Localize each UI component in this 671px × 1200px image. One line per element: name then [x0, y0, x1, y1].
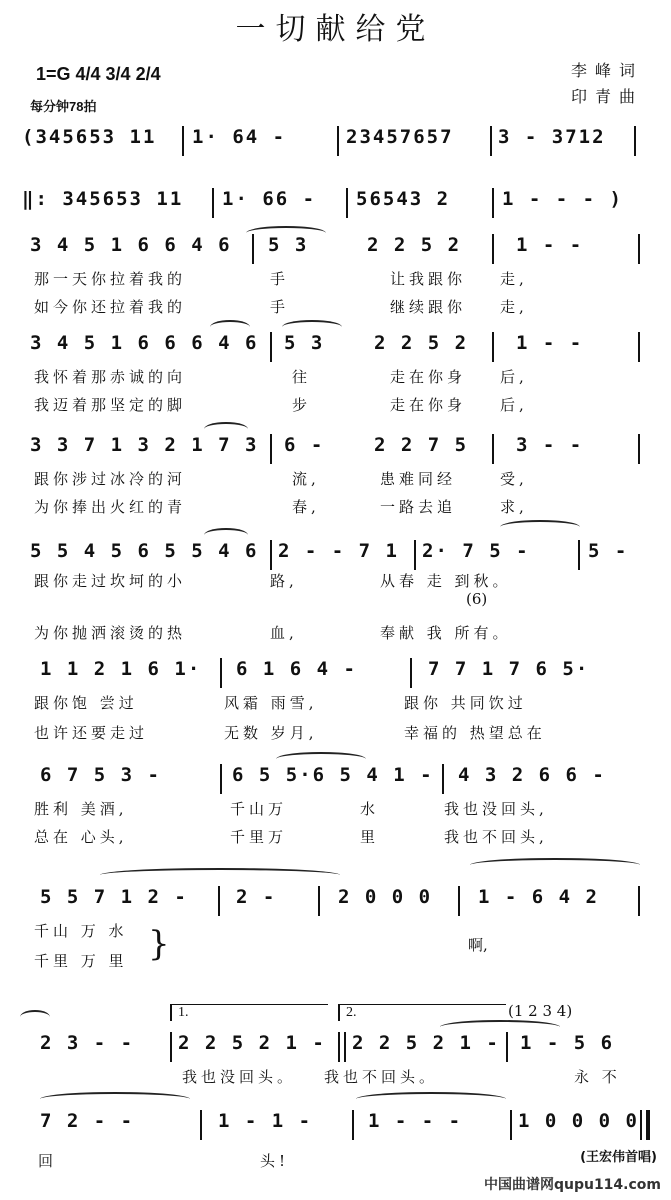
lyric-text: 为你捧出火红的青 [34, 498, 187, 516]
measure: 3 - 3712 [498, 126, 606, 148]
measure: 1 - - [516, 332, 584, 354]
lyric-text: 跟你涉过冰冷的河 [34, 470, 187, 488]
site-watermark: 中国曲谱网qupu114.com [483, 1177, 661, 1193]
measure: 6 - [284, 434, 325, 456]
lyric-line [34, 570, 654, 592]
lyric-text: 胜利 美酒, [34, 800, 128, 818]
key-signature: 1=G 4/4 3/4 2/4 [36, 64, 161, 84]
bar-line [506, 1032, 508, 1062]
lyric-text: 我迈着那坚定的脚 [34, 396, 187, 414]
bar-line [638, 886, 640, 916]
lyricist-credit: 李峰词 [570, 61, 643, 80]
bar-line [442, 764, 444, 794]
pickup-notes: (1 2 3 4) [508, 1002, 573, 1020]
bar-line [638, 234, 640, 264]
bar-line [634, 126, 636, 156]
lyric-text: 血, [270, 624, 298, 642]
measure: 1· 64 - [192, 126, 287, 148]
lyric-line [34, 692, 654, 714]
measure: 3 4 5 1 6 6 4 6 [30, 234, 232, 256]
lyric-text: 跟你饱 尝过 [34, 694, 138, 712]
bar-line [270, 540, 272, 570]
measure: 7 2 - - [40, 1110, 135, 1132]
lyric-text: 走在你身 [390, 368, 467, 386]
lyric-line [34, 920, 654, 942]
measure: 6 1 6 4 - [236, 658, 357, 680]
lyric-text: 无数 岁月, [224, 724, 318, 742]
measure: 3 3 7 1 3 2 1 7 3 [30, 434, 259, 456]
lyric-text: 幸福的 热望总在 [404, 724, 546, 742]
measure: 2· 7 5 - [422, 540, 530, 562]
measure: 5 5 4 5 6 5 5 4 6 [30, 540, 259, 562]
bar-line [252, 234, 254, 264]
score-row-final [22, 1108, 652, 1146]
lyric-line [34, 468, 654, 490]
lyric-text: 头! [260, 1152, 290, 1170]
measure: 2 2 5 2 [374, 332, 469, 354]
score-row-intro-2 [22, 186, 652, 224]
bar-line [458, 886, 460, 916]
bar-line [218, 886, 220, 916]
measure: 6 7 5 3 - [40, 764, 161, 786]
lyric-text: 往 [292, 368, 312, 386]
measure: 1 - - [516, 234, 584, 256]
score-row-verse-1 [22, 232, 652, 270]
measure: 4 3 2 6 6 - [458, 764, 606, 786]
lyric-text: 如今你还拉着我的 [34, 298, 187, 316]
lyric-line [34, 1150, 654, 1172]
lyric-line [34, 394, 654, 416]
lyric-text: 水 [360, 800, 380, 818]
measure: 2 3 - - [40, 1032, 135, 1054]
tempo-marking: 每分钟78拍 [30, 99, 97, 114]
lyric-text: 患难同经 [380, 470, 457, 488]
score-row-intro-1 [22, 124, 652, 162]
measure: 2 2 5 2 [367, 234, 462, 256]
measure: 6 5 5·6 5 4 1 - [232, 764, 434, 786]
measure: 5 5 7 1 2 - [40, 886, 188, 908]
lyric-text: 那一天你拉着我的 [34, 270, 187, 288]
lyric-text: 也许还要走过 [34, 724, 149, 742]
measure: 1 - - - [368, 1110, 463, 1132]
slur [356, 1092, 506, 1106]
second-ending-bracket: 2. [338, 1004, 506, 1021]
measure: 1 1 2 1 6 1· [40, 658, 202, 680]
brace-symbol: } [148, 924, 170, 964]
measure: 1 0 0 0 0 [518, 1110, 639, 1132]
slur [20, 1010, 50, 1024]
lyric-text: 我怀着那赤诚的向 [34, 368, 187, 386]
lyric-text: 走在你身 [390, 396, 467, 414]
measure: 56543 2 [356, 188, 451, 210]
lyric-text: 受, [500, 470, 528, 488]
lyric-text: 走, [500, 270, 528, 288]
measure: 2 2 7 5 [374, 434, 469, 456]
lyric-line [34, 622, 654, 644]
measure: 1 - 5 6 [520, 1032, 615, 1054]
slur [470, 858, 640, 872]
lyric-text: 让我跟你 [390, 270, 467, 288]
bar-line [492, 434, 494, 464]
bar-line [578, 540, 580, 570]
repeat-end-bar [338, 1032, 340, 1062]
slur [500, 520, 580, 534]
final-bar-thick [646, 1110, 650, 1140]
score-row-verse-3 [22, 432, 652, 470]
slur [100, 868, 340, 882]
lyric-line [34, 366, 654, 388]
lyric-text: 千山 万 水 [34, 922, 128, 940]
bar-line [220, 658, 222, 688]
lyric-text: 春, [292, 498, 320, 516]
bar-line [638, 332, 640, 362]
bar-line [352, 1110, 354, 1140]
measure: 5 3 [284, 332, 325, 354]
lyric-text: 路, [270, 572, 298, 590]
lyric-line [34, 950, 654, 972]
repeat-end-bar [344, 1032, 346, 1062]
bar-line [638, 434, 640, 464]
lyric-line [34, 1066, 654, 1088]
lyric-line [34, 722, 654, 744]
bar-line [212, 188, 214, 218]
lyric-text: 流, [292, 470, 320, 488]
lyric-text: 永 不 [574, 1068, 621, 1086]
lyric-text: 我也没回头, [444, 800, 548, 818]
measure: 3 4 5 1 6 6 6 4 6 [30, 332, 259, 354]
bar-line [270, 434, 272, 464]
measure: 2 2 5 2 1 - [178, 1032, 326, 1054]
measure: 2 2 5 2 1 - [352, 1032, 500, 1054]
measure: 1 - 1 - [218, 1110, 313, 1132]
score-row-chorus-2 [22, 762, 652, 800]
score-row-chorus-1 [22, 656, 652, 694]
measure: 23457657 [346, 126, 454, 148]
lyric-text: 跟你走过坎坷的小 [34, 572, 187, 590]
lyric-text: 手 [270, 270, 290, 288]
lyric-text: 奉献 我 所有。 [380, 624, 512, 642]
lyric-text: 千里 万 里 [34, 952, 128, 970]
lyric-text: 求, [500, 498, 528, 516]
score-row-chorus-3 [22, 884, 652, 922]
measure: 5 - [588, 540, 629, 562]
lyric-text: 总在 心头, [34, 828, 128, 846]
lyric-text: 走, [500, 298, 528, 316]
lyric-text: 跟你 共同饮过 [404, 694, 527, 712]
measure: ‖: 345653 11 [22, 188, 184, 210]
bar-line [492, 188, 494, 218]
repeat-note-mark: (6) [466, 590, 488, 608]
lyric-text: 后, [500, 368, 528, 386]
interjection-text: 啊, [468, 936, 488, 954]
measure: 2 0 0 0 [338, 886, 433, 908]
lyric-text: 步 [292, 396, 312, 414]
lyric-line [34, 798, 654, 820]
bar-line [346, 188, 348, 218]
lyric-line [34, 496, 654, 518]
lyric-text: 千山万 [230, 800, 288, 818]
lyric-text: 一路去追 [380, 498, 457, 516]
bar-line [414, 540, 416, 570]
bar-line [200, 1110, 202, 1140]
lyric-text: 我也没回头。 [182, 1068, 297, 1086]
first-ending-bracket: 1. [170, 1004, 328, 1021]
final-bar [640, 1110, 642, 1140]
lyric-text: 为你抛洒滚烫的热 [34, 624, 187, 642]
lyric-text: 从春 走 到秋。 [380, 572, 512, 590]
lyric-line [34, 268, 654, 290]
bar-line [182, 126, 184, 156]
score-row-verse-2 [22, 330, 652, 368]
lyric-text: 手 [270, 298, 290, 316]
lyric-text: 风霜 雨雪, [224, 694, 318, 712]
measure: 1 - 6 4 2 [478, 886, 599, 908]
measure: 3 - - [516, 434, 584, 456]
bar-line [490, 126, 492, 156]
lyric-line [34, 826, 654, 848]
measure: 7 7 1 7 6 5· [428, 658, 590, 680]
bar-line [492, 234, 494, 264]
song-title: 一切献给党 [235, 12, 436, 47]
bar-line [220, 764, 222, 794]
bar-line [270, 332, 272, 362]
measure: 1 - - - ) [502, 188, 623, 210]
composer-credit: 印青曲 [570, 87, 643, 106]
lyric-text: 千里万 [230, 828, 288, 846]
measure: 1· 66 - [222, 188, 317, 210]
lyric-text: 我也不回头。 [324, 1068, 439, 1086]
measure: 5 3 [268, 234, 309, 256]
lyric-text: 后, [500, 396, 528, 414]
score-row-endings [22, 1030, 652, 1068]
bar-line [170, 1032, 172, 1062]
lyric-line [34, 296, 654, 318]
lyric-text: 里 [360, 828, 380, 846]
measure: 2 - [236, 886, 277, 908]
lyric-text: 我也不回头, [444, 828, 548, 846]
lyric-text: 回 [38, 1152, 58, 1170]
lyric-text: 继续跟你 [390, 298, 467, 316]
bar-line [510, 1110, 512, 1140]
measure: (345653 11 [22, 126, 157, 148]
bar-line [318, 886, 320, 916]
slur [40, 1092, 190, 1106]
performer-credit: (王宏伟首唱) [580, 1150, 657, 1165]
bar-line [492, 332, 494, 362]
bar-line [337, 126, 339, 156]
bar-line [410, 658, 412, 688]
measure: 2 - - 7 1 [278, 540, 399, 562]
